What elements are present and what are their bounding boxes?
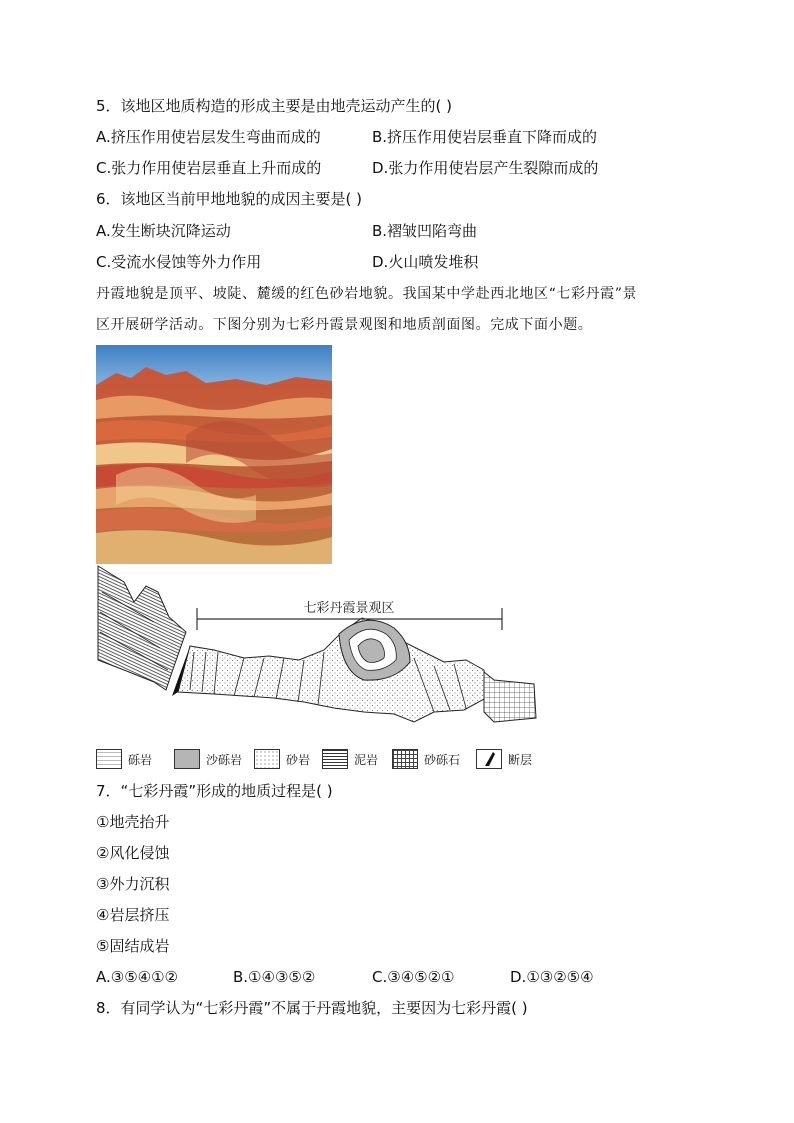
q7-option-c: C.③④⑤②① (372, 968, 455, 986)
q7-step-5: ⑤固结成岩 (96, 937, 170, 955)
legend-item-sandy-gravel (392, 748, 460, 770)
q6-option-a: A.发生断块沉降运动 (96, 222, 231, 240)
q6-stem: 6．该地区当前甲地地貌的成因主要是( ) (96, 190, 363, 208)
q7-option-d: D.①③②⑤④ (510, 968, 594, 986)
q6-option-b: B.褶皱凹陷弯曲 (372, 222, 478, 240)
scenic-area-label: 七彩丹霞景观区 (303, 601, 395, 616)
q5-option-a: A.挤压作用使岩层发生弯曲而成的 (96, 128, 321, 146)
q7-option-a: A.③⑤④①② (96, 968, 179, 986)
cross-section-legend (96, 746, 556, 774)
legend-item-sandy-conglomerate (174, 748, 242, 770)
q7-option-b: B.①④③⑤② (233, 968, 316, 986)
q5-option-b: B.挤压作用使岩层垂直下降而成的 (372, 128, 598, 146)
danxia-landscape-photo (96, 345, 332, 564)
fault-icon (476, 749, 502, 769)
intro-line-2: 区开展研学活动。下图分别为七彩丹霞景观图和地质剖面图。完成下面小题。 (96, 317, 593, 333)
q7-step-3: ③外力沉积 (96, 875, 170, 893)
q7-step-1: ①地壳抬升 (96, 813, 170, 831)
geologic-cross-section (94, 562, 544, 742)
q7-stem: 7．“七彩丹霞”形成的地质过程是( ) (96, 782, 333, 800)
q5-stem: 5．该地区地质构造的形成主要是由地壳运动产生的( ) (96, 97, 453, 115)
legend-label: 砂岩 (286, 752, 311, 767)
legend-item-fault (476, 748, 532, 770)
legend-label: 砂砾石 (424, 752, 461, 767)
legend-label: 沙砾岩 (206, 752, 243, 767)
q7-step-2: ②风化侵蚀 (96, 844, 170, 862)
legend-label: 断层 (508, 752, 533, 767)
q5-option-d: D.张力作用使岩层产生裂隙而成的 (372, 159, 599, 177)
legend-label: 砾岩 (128, 752, 153, 767)
legend-item-mudstone (322, 748, 378, 770)
legend-item-sandstone (254, 748, 310, 770)
q7-step-4: ④岩层挤压 (96, 906, 170, 924)
legend-item-conglomerate (96, 748, 152, 770)
intro-line-1: 丹霞地貌是顶平、坡陡、麓缓的红色砂岩地貌。我国某中学赴西北地区“七彩丹霞”景 (96, 286, 638, 302)
legend-label: 泥岩 (354, 752, 379, 767)
q8-stem: 8．有同学认为“七彩丹霞”不属于丹霞地貌，主要因为七彩丹霞( ) (96, 999, 528, 1017)
q5-option-c: C.张力作用使岩层垂直上升而成的 (96, 159, 322, 177)
q6-option-d: D.火山喷发堆积 (372, 253, 479, 271)
q6-option-c: C.受流水侵蚀等外力作用 (96, 253, 262, 271)
